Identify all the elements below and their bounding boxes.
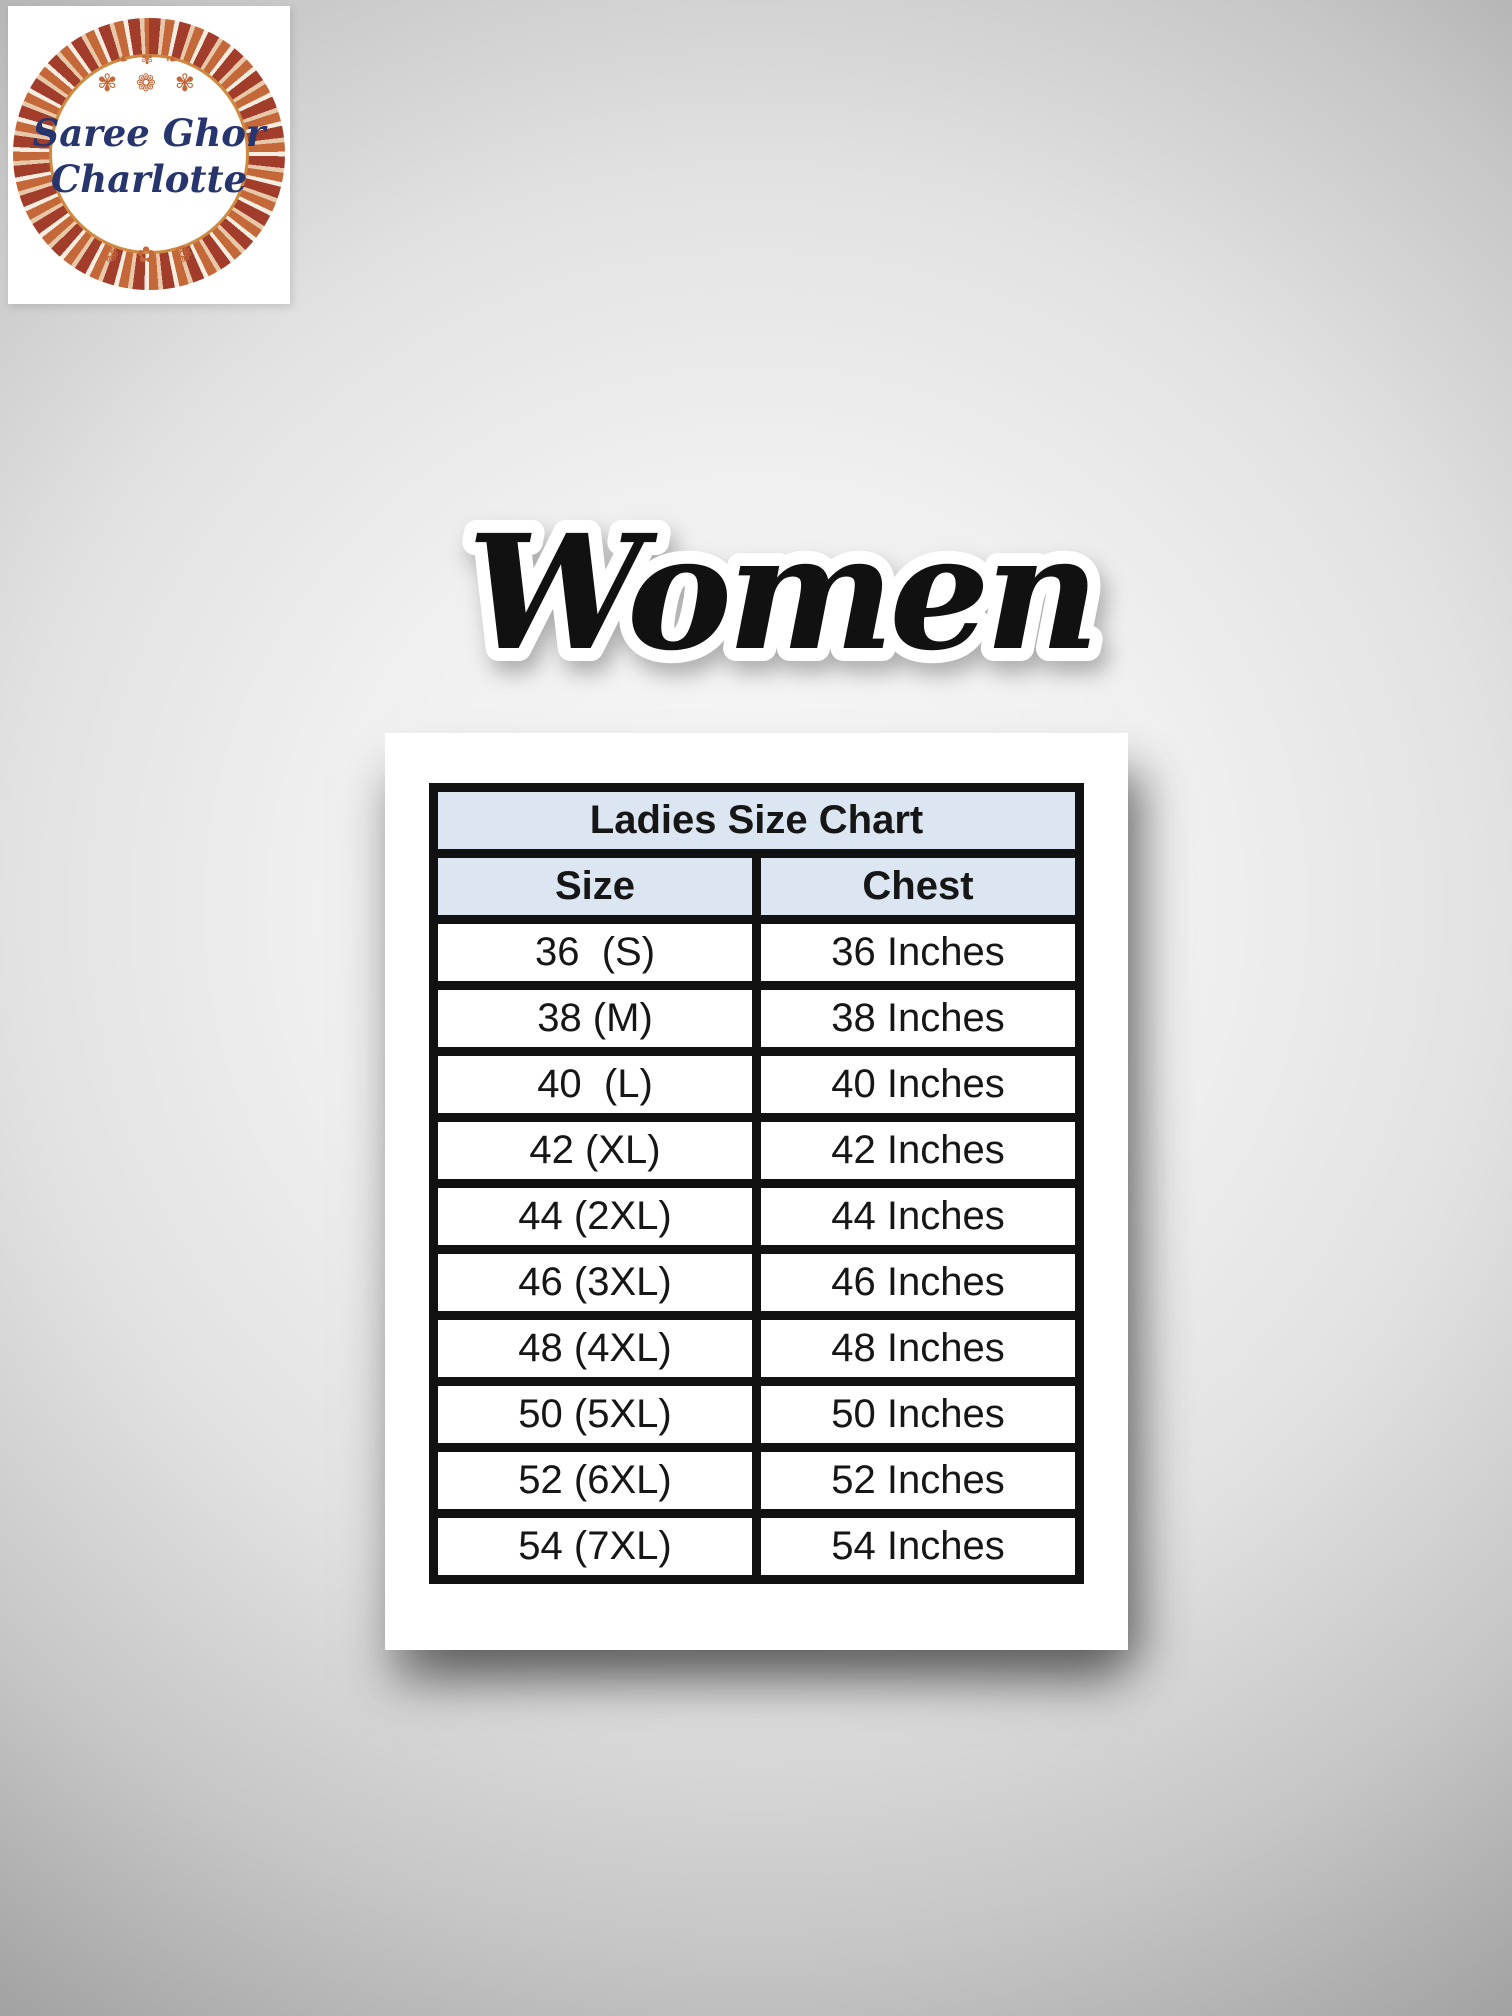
chest-cell: 52 Inches [757,1448,1080,1514]
chest-cell: 50 Inches [757,1382,1080,1448]
table-row [434,1448,1080,1514]
table-row [434,920,1080,986]
table-row [434,1052,1080,1118]
column-header-size: Size [434,854,757,920]
size-cell: 46 (3XL) [434,1250,757,1316]
chest-cell: 36 Inches [757,920,1080,986]
table-row [434,1184,1080,1250]
size-cell: 48 (4XL) [434,1316,757,1382]
chest-cell: 42 Inches [757,1118,1080,1184]
chest-cell: 46 Inches [757,1250,1080,1316]
table-row [434,1316,1080,1382]
brand-name-line1: Saree Ghor [32,111,266,155]
size-cell: 38 (M) [434,986,757,1052]
size-cell: 42 (XL) [434,1118,757,1184]
logo-crown-ornament-icon: ✾ ❁ ✾ [97,70,201,97]
column-header-chest: Chest [757,854,1080,920]
logo-flourish-bottom-icon: ❁ ✿ ❁ [100,242,198,267]
brand-logo [8,6,290,304]
chest-cell: 44 Inches [757,1184,1080,1250]
size-chart-table [429,783,1084,1584]
table-header-row [434,854,1080,920]
table-row [434,1514,1080,1580]
table-row [434,1118,1080,1184]
size-cell: 54 (7XL) [434,1514,757,1580]
chest-cell: 40 Inches [757,1052,1080,1118]
chest-cell: 54 Inches [757,1514,1080,1580]
size-chart-card [385,733,1128,1650]
table-title: Ladies Size Chart [434,788,1080,854]
chest-cell: 48 Inches [757,1316,1080,1382]
size-cell: 40 (L) [434,1052,757,1118]
brand-name [8,110,290,203]
size-cell: 50 (5XL) [434,1382,757,1448]
table-row [434,986,1080,1052]
table-title-row [434,788,1080,854]
logo-flourish-top-icon: ❧ ✾ ❧ [115,51,183,68]
table-body [434,920,1080,1580]
table-row [434,1382,1080,1448]
table-row [434,1250,1080,1316]
size-cell: 44 (2XL) [434,1184,757,1250]
chest-cell: 38 Inches [757,986,1080,1052]
page-title: Women [467,501,1095,686]
page-title-sticker [401,478,1161,718]
size-cell: 36 (S) [434,920,757,986]
brand-name-line2: Charlotte [50,157,248,202]
size-cell: 52 (6XL) [434,1448,757,1514]
